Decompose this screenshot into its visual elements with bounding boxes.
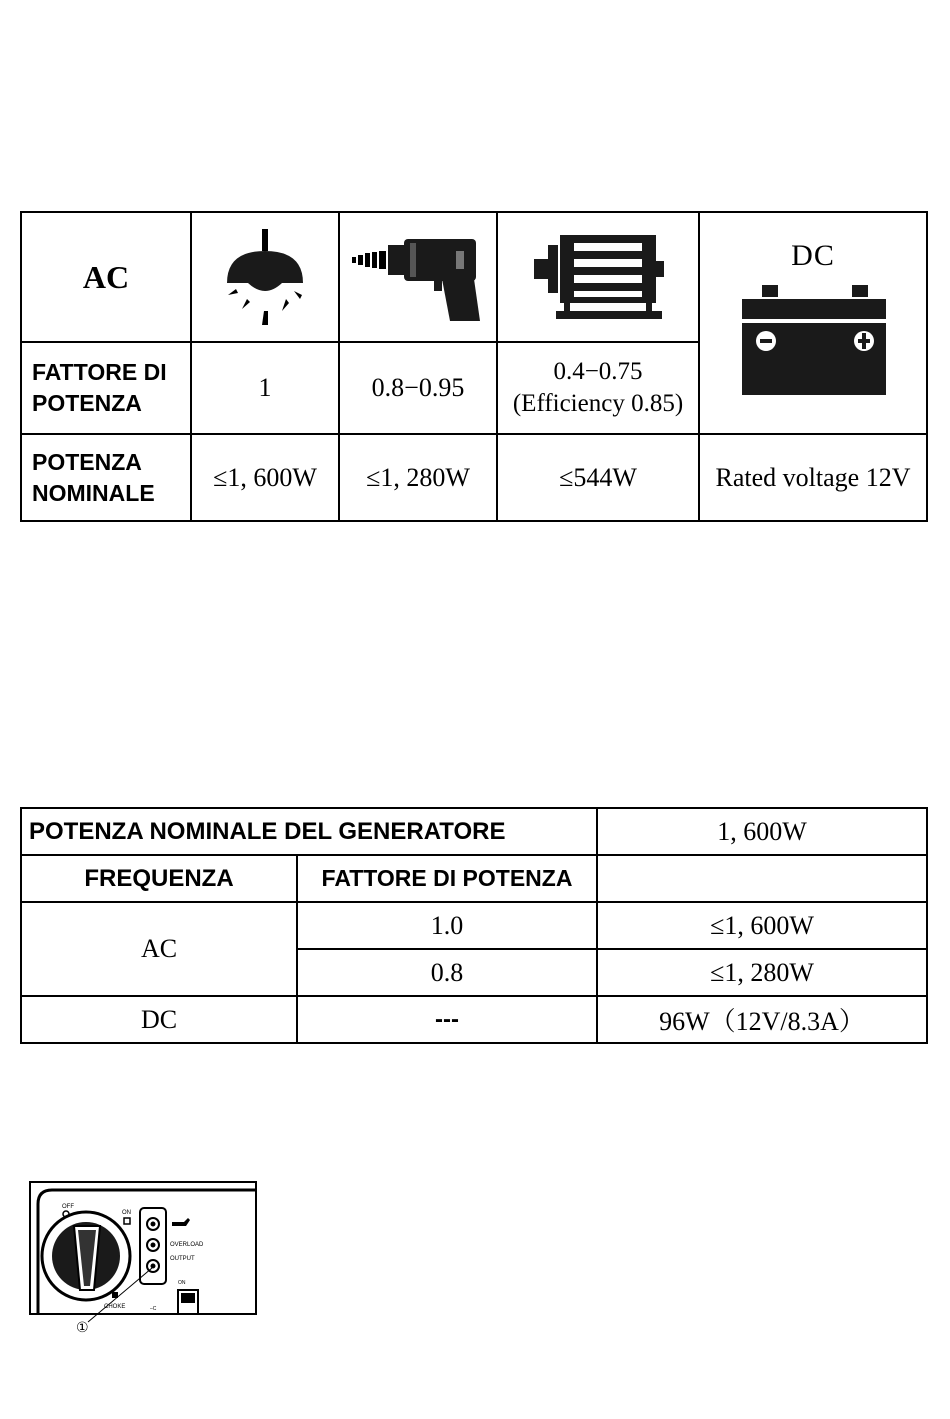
ac-factor-1: 1.0 <box>297 902 597 949</box>
power-factor-label: FATTORE DI POTENZA <box>21 342 191 434</box>
overload-label: OVERLOAD <box>170 1242 204 1248</box>
generator-rating-table <box>20 807 928 1044</box>
rp-drill: ≤1, 280W <box>339 434 497 521</box>
battery-icon <box>738 285 888 401</box>
dc-header: DC <box>791 239 835 272</box>
power-factor-table <box>20 211 928 522</box>
ac-row-label: AC <box>21 902 297 996</box>
pf-drill: 0.8−0.95 <box>339 342 497 434</box>
drill-cell <box>339 212 497 342</box>
dc-factor: --- <box>297 996 597 1043</box>
svg-text:–C: –C <box>150 1306 157 1312</box>
rated-power-header: POTENZA NOMINALE DEL GENERATORE <box>21 808 597 855</box>
dc-row-label: DC <box>21 996 297 1043</box>
rp-dc: Rated voltage 12V <box>699 434 927 521</box>
empty-header-cell <box>597 855 927 902</box>
ac-factor-2: 0.8 <box>297 949 597 996</box>
power-factor-header: FATTORE DI POTENZA <box>297 855 597 902</box>
rated-power-value: 1, 600W <box>597 808 927 855</box>
output-label: OUTPUT <box>170 1256 195 1262</box>
frequency-header: FREQUENZA <box>21 855 297 902</box>
rp-motor: ≤544W <box>497 434 699 521</box>
rated-power-label: POTENZA NOMINALE <box>21 434 191 521</box>
lamp-cell <box>191 212 339 342</box>
lamp-icon <box>220 225 310 329</box>
ac-power-2: ≤1, 280W <box>597 949 927 996</box>
switch-on-label: ON <box>178 1280 186 1286</box>
dc-cell <box>699 212 927 434</box>
choke-label: CHOKE <box>104 1304 126 1310</box>
pf-lamp: 1 <box>191 342 339 434</box>
motor-icon <box>528 229 668 325</box>
pf-motor: 0.4−0.75 (Efficiency 0.85) <box>497 342 699 434</box>
ac-power-1: ≤1, 600W <box>597 902 927 949</box>
drill-icon <box>350 231 486 323</box>
motor-cell <box>497 212 699 342</box>
control-panel-illustration <box>28 1180 260 1340</box>
on-label: ON <box>122 1210 131 1216</box>
dc-power: 96W（12V/8.3A） <box>597 996 927 1043</box>
rp-lamp: ≤1, 600W <box>191 434 339 521</box>
callout-number: ① <box>76 1320 89 1336</box>
ac-header: AC <box>21 212 191 342</box>
off-label: OFF <box>62 1204 74 1210</box>
